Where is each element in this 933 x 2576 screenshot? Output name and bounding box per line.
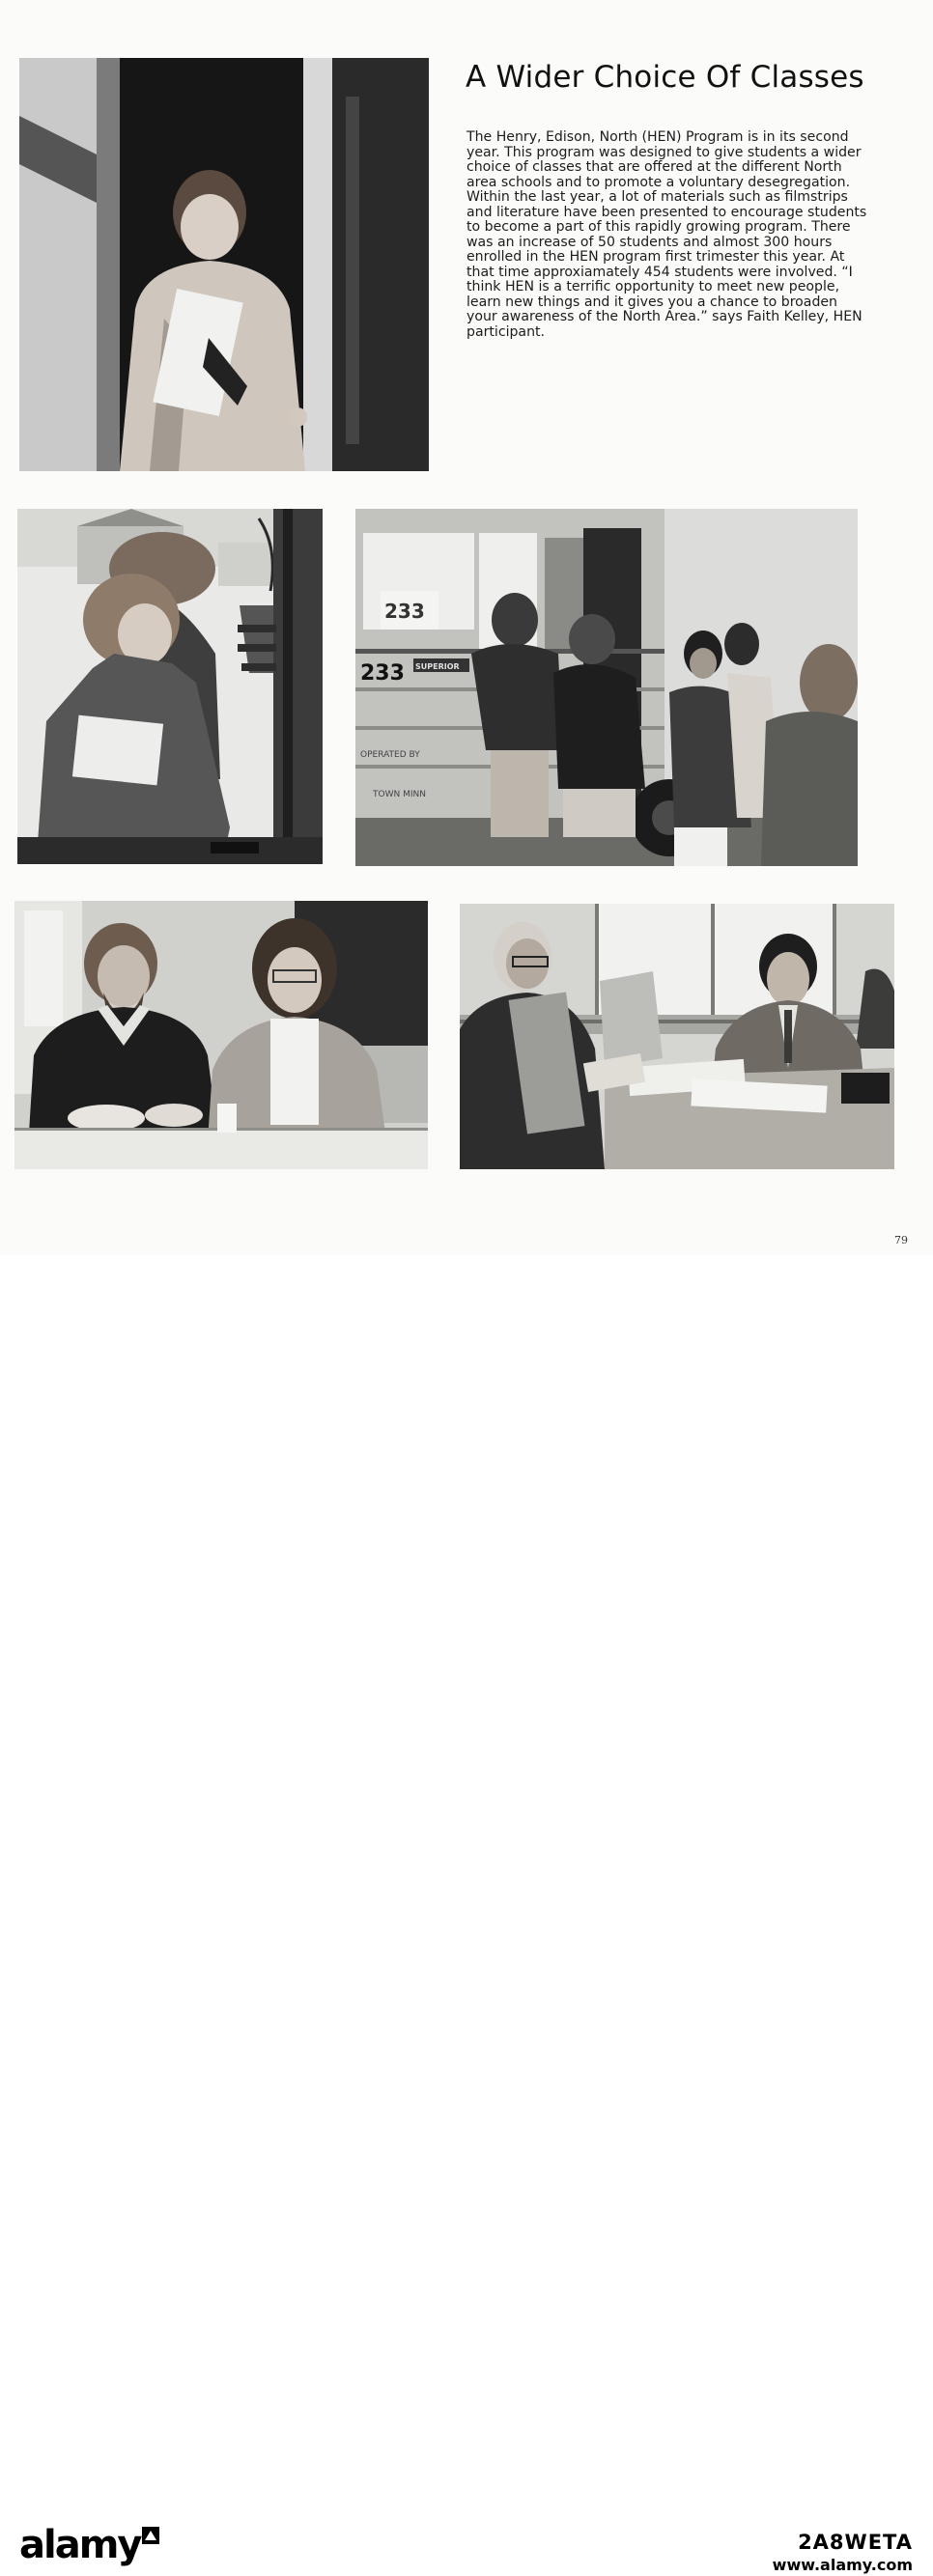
page-number: 79 <box>894 1234 908 1246</box>
bus-brand: SUPERIOR <box>415 662 460 671</box>
bus-operated-by: OPERATED BY <box>360 750 420 760</box>
bus-town: TOWN MINN <box>373 790 426 799</box>
alamy-logo-icon <box>142 2527 159 2544</box>
alamy-logo <box>19 2523 159 2567</box>
article-title: A Wider Choice Of Classes <box>466 60 864 95</box>
photo-office-desk-meeting <box>460 904 894 1169</box>
yearbook-page <box>0 0 933 1255</box>
stock-site-url[interactable]: www.alamy.com <box>772 2556 913 2574</box>
stock-image-meta <box>773 2530 913 2576</box>
photo-girl-in-doorway <box>19 58 429 471</box>
photo-students-boarding-bus <box>355 509 858 866</box>
bus-window-sign: 233 <box>384 600 425 623</box>
bus-number: 233 <box>360 661 405 686</box>
article-body: The Henry, Edison, North (HEN) Program is in its second year. This program was designed to give students a wider choice of classes that are offered at the different North area schools and to promote a voluntary desegregation. Within the last year, a lot of materials such as filmstrips and literature have been presented to encourage students to become a part of this rapidly growing program. There was an increase of 50 students and almost 300 hours enrolled in the HEN program first trimester this year. At that time approxiamately 454 students were involved. “I think HEN is a terrific opportunity to meet new people, learn new things and it gives you a chance to broaden your awareness of the North Area.” says Faith Kelley, HEN participant. <box>466 129 867 340</box>
photo-girl-with-book-in-snow <box>17 509 323 864</box>
alamy-logo-text: alamy <box>19 2523 141 2567</box>
photo-man-and-woman-at-table <box>14 901 428 1169</box>
stock-image-id: 2A8WETA <box>798 2531 913 2554</box>
stock-watermark-bar <box>0 1255 933 2574</box>
